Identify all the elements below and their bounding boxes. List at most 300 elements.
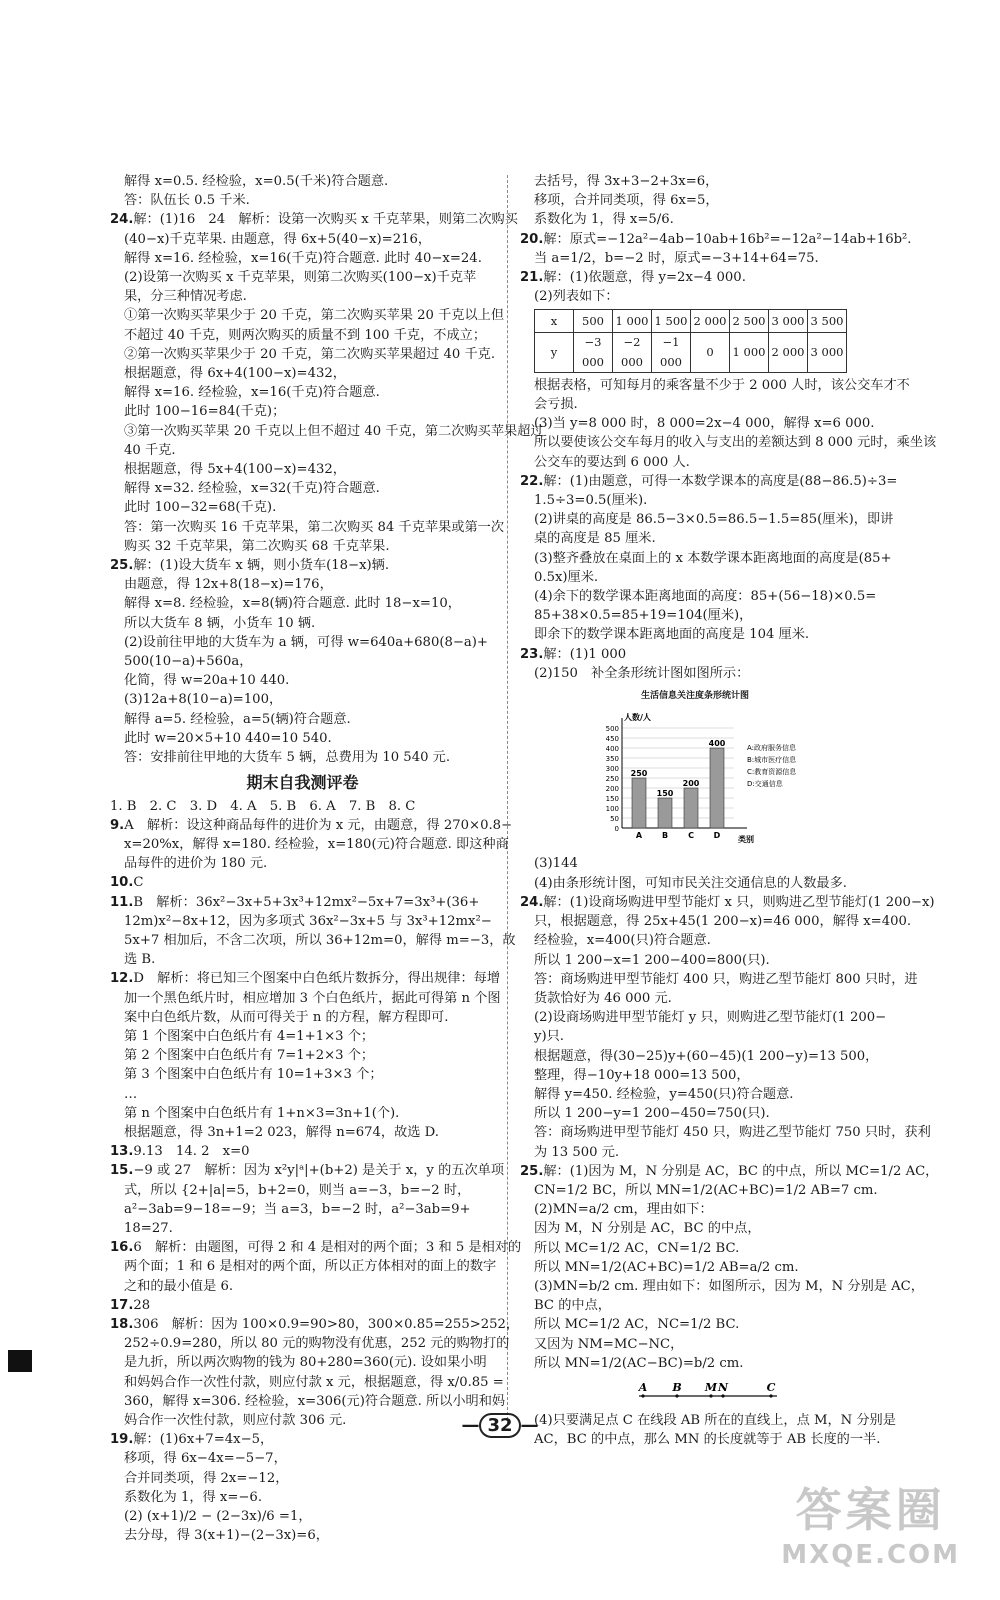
line-text: 只，根据题意，得 25x+45(1 200−x)=46 000，解得 x=400.	[534, 914, 912, 930]
text-line	[520, 1315, 915, 1334]
line-text: 85+38×0.5=85+19=104(厘米)，	[534, 608, 753, 624]
watermark-title: 答案圈	[795, 1483, 946, 1537]
line-text: (2)150 补全条形统计图如图所示：	[534, 665, 750, 681]
text-line	[520, 1181, 915, 1200]
text-line	[520, 1296, 915, 1315]
text-line	[520, 433, 937, 452]
right-block-1	[520, 172, 915, 306]
right-block-2	[520, 376, 937, 683]
table-cell: 2 000	[691, 310, 730, 333]
text-line	[520, 1277, 924, 1296]
line-text: (4)由条形统计图，可知市民关注交通信息的人数最多.	[534, 875, 847, 891]
text-line	[110, 1449, 495, 1468]
text-line	[110, 1315, 520, 1334]
y-tick-label: 150	[605, 795, 619, 804]
line-text: (2)设前往甲地的大货车为 a 辆，可得 w=640a+680(8−a)+	[124, 634, 488, 650]
text-line	[110, 1046, 495, 1065]
line-text: BC 的中点，	[534, 1298, 611, 1314]
text-line	[110, 797, 495, 816]
line-text: 根据题意，得 3n+1=2 023，解得 n=674，故选 D.	[124, 1124, 439, 1140]
line-text: B 解析：36x²−3x+5+3x³+12mx²−5x+7=3x³+(36+	[133, 894, 480, 910]
page-number: — 32 —	[461, 1415, 539, 1436]
line-text: 由题意，得 12x+8(18−x)=176，	[124, 577, 333, 593]
text-line	[110, 854, 495, 873]
chart-bar	[632, 778, 646, 828]
table-cell: −1 000	[652, 333, 691, 372]
line-text: 此时 100−32=68(千克).	[124, 500, 277, 516]
text-line	[110, 873, 495, 892]
line-text: 0.5x)厘米.	[534, 569, 599, 585]
line-text: 式，所以 {2+|a|=5，b+2=0，则当 a=−3，b=−2 时，	[124, 1182, 471, 1198]
text-line	[110, 441, 495, 460]
line-text: 所以 MC=1/2 AC，CN=1/2 BC.	[534, 1240, 740, 1256]
text-line	[110, 1526, 495, 1545]
table-cell: 3 500	[808, 310, 847, 333]
line-text: 所以 MC=1/2 AC，NC=1/2 BC.	[534, 1317, 740, 1333]
question-number: 21.	[520, 270, 544, 286]
text-line	[520, 230, 915, 249]
line-text: 360，解得 x=306. 经检验，x=306(元)符合题意. 所以小明和妈	[124, 1393, 506, 1409]
text-line	[110, 1008, 495, 1027]
line-text: 解得 x=16. 经检验，x=16(千克)符合题意. 此时 40−x=24.	[124, 250, 482, 266]
text-line	[110, 748, 495, 767]
segment-point-label: C	[766, 1380, 776, 1394]
line-text: 品每件的进价为 180 元.	[124, 856, 268, 872]
line-text: 答：队伍长 0.5 千米.	[124, 193, 250, 209]
line-text: (2) (x+1)/2 − (2−3x)/6 =1，	[124, 1509, 312, 1525]
line-text: 系数化为 1，得 x=5/6.	[534, 212, 674, 228]
text-line	[520, 1143, 915, 1162]
line-text: D 解析：将已知三个图案中白色纸片数拆分，得出规律：每增	[133, 971, 501, 987]
table-cell: 2 500	[730, 310, 769, 333]
y-tick-label: 50	[610, 815, 619, 824]
line-text: 公交车的要达到 6 000 人.	[534, 454, 690, 470]
line-text: (2)讲桌的高度是 86.5−3×0.5=86.5−1.5=85(厘米)，即讲	[534, 512, 894, 528]
line-text: ①第一次购买苹果少于 20 千克，第二次购买苹果 20 千克以上但	[124, 308, 505, 324]
line-text: 解：(1)依题意，得 y=2x−4 000.	[543, 270, 746, 286]
text-line	[110, 518, 505, 537]
line-text: 解得 x=16. 经检验，x=16(千克)符合题意.	[124, 385, 380, 401]
line-text: 第 n 个图案中白色纸片有 1+n×3=3n+1(个).	[124, 1105, 400, 1121]
legend-entry: B:城市医疗信息	[747, 756, 797, 765]
line-text: 所以 MN=1/2(AC+BC)=1/2 AB=a/2 cm.	[534, 1259, 799, 1275]
line-text: 移项，合并同类项，得 6x=5，	[534, 193, 719, 209]
text-line	[110, 345, 495, 364]
text-line	[520, 249, 915, 268]
text-line	[110, 537, 495, 556]
y-tick-label: 350	[605, 755, 619, 764]
line-text: 解：(1)6x+7=4x−5，	[133, 1432, 274, 1448]
text-line	[520, 1104, 915, 1123]
line-text: x=20%x，解得 x=180. 经检验，x=180(元)符合题意. 即这种商	[124, 836, 509, 852]
text-line	[520, 191, 915, 210]
text-line	[520, 1027, 915, 1046]
text-line	[110, 364, 495, 383]
bar-value-label: 150	[656, 789, 674, 799]
x-axis-label: 类别	[738, 835, 754, 845]
text-line	[520, 1047, 915, 1066]
line-text: a²−3ab=9−18=−9；当 a=3，b=−2 时，a²−3ab=9+	[124, 1201, 471, 1217]
text-line	[110, 1507, 495, 1526]
text-line	[110, 191, 495, 210]
text-line	[110, 1277, 495, 1296]
y-tick-label: 250	[605, 775, 619, 784]
line-text: 整理，得−10y+18 000=13 500，	[534, 1067, 750, 1083]
line-text: 答：商场购进甲型节能灯 400 只，购进乙型节能灯 800 只时，进	[534, 971, 918, 987]
text-line	[520, 1335, 915, 1354]
chart-bar	[684, 788, 698, 828]
line-text: 是九折，所以两次购物的钱为 80+280=360(元). 设如果小明	[124, 1355, 487, 1371]
line-text: 之和的最小值是 6.	[124, 1278, 234, 1294]
line-text: 所以 1 200−x=1 200−400=800(只).	[534, 952, 770, 968]
line-text: 化简，得 w=20a+10 440.	[124, 673, 290, 689]
text-line	[110, 1027, 495, 1046]
line-text: 果，分三种情况考虑.	[124, 289, 247, 305]
table-cell: 3 000	[769, 310, 808, 333]
line-text: 和妈妈合作一次性付款，则应付款 x 元，根据题意，得 x/0.85 =	[124, 1374, 504, 1390]
line-text: C	[133, 875, 144, 891]
text-line	[110, 1296, 495, 1315]
text-line	[110, 1181, 495, 1200]
text-line	[110, 1353, 495, 1372]
column-divider	[507, 175, 508, 1425]
line-text: 40 千克.	[124, 442, 176, 458]
question-number: 17.	[110, 1297, 134, 1313]
text-line	[110, 172, 495, 191]
line-text: 因为 M，N 分别是 AC，BC 的中点，	[534, 1221, 761, 1237]
text-line	[520, 970, 918, 989]
question-number: 23.	[520, 646, 544, 662]
text-line	[110, 306, 505, 325]
line-text: 252÷0.9=280，所以 80 元的购物没有优惠，252 元的购物打的	[124, 1336, 510, 1352]
x-tick-label: A	[635, 831, 643, 841]
question-number: 15.	[110, 1163, 134, 1179]
text-line	[110, 1219, 495, 1238]
table-cell: 2 000	[769, 333, 808, 372]
line-text: 答：商场购进甲型节能灯 450 只，购进乙型节能灯 750 只时，获利	[534, 1125, 931, 1141]
line-text: −9 或 27 解析：因为 x²y|ᵃ|+(b+2) 是关于 x，y 的五次单项	[133, 1163, 505, 1179]
line-text: 18=27.	[124, 1220, 173, 1236]
line-text: (3)144	[534, 856, 578, 872]
text-line	[110, 950, 495, 969]
table-cell: 1 500	[652, 310, 691, 333]
data-table	[534, 309, 847, 372]
text-line	[520, 664, 915, 683]
line-text: …	[124, 1086, 138, 1102]
segment-point	[675, 1394, 678, 1397]
text-line	[110, 1161, 505, 1180]
legend-entry: A:政府服务信息	[747, 744, 797, 753]
text-line	[520, 510, 915, 529]
line-text: y)只.	[534, 1029, 564, 1045]
line-text: 解：(1)设大货车 x 辆，则小货车(18−x)辆.	[133, 558, 390, 574]
y-tick-label: 0	[614, 825, 619, 834]
text-line	[520, 1162, 939, 1181]
line-text: 9.13 14. 2 x=0	[133, 1144, 250, 1160]
line-text: 合并同类项，得 2x=−12，	[124, 1470, 289, 1486]
question-number: 24.	[110, 212, 134, 228]
line-text: 答：第一次购买 16 千克苹果，第二次购买 84 千克苹果或第一次	[124, 519, 505, 535]
line-text: 移项，得 6x−4x=−5−7，	[124, 1451, 287, 1467]
text-line	[520, 172, 915, 191]
text-line	[110, 816, 513, 835]
text-line	[110, 1257, 495, 1276]
text-line	[520, 1085, 915, 1104]
line-text: CN=1/2 BC，所以 MN=1/2(AC+BC)=1/2 AB=7 cm.	[534, 1182, 878, 1198]
line-text: 所以 1 200−y=1 200−450=750(只).	[534, 1106, 770, 1122]
line-text: ③第一次购买苹果 20 千克以上但不超过 40 千克，第二次购买苹果超过	[124, 423, 544, 439]
line-text: 第 3 个图案中白色纸片有 10=1+3×3 个；	[124, 1067, 383, 1083]
question-number: 25.	[110, 558, 134, 574]
text-line	[110, 1142, 495, 1161]
bar-chart	[590, 687, 890, 852]
table-row	[535, 310, 847, 333]
line-text: 根据题意，得 5x+4(100−x)=432，	[124, 462, 346, 478]
line-text: 解得 y=450. 经检验，y=450(只)符合题意.	[534, 1086, 794, 1102]
text-line	[520, 1066, 915, 1085]
line-text: (2)设商场购进甲型节能灯 y 只，则购进乙型节能灯(1 200−	[534, 1010, 887, 1026]
text-line	[110, 594, 495, 613]
text-line	[520, 549, 915, 568]
text-line	[520, 874, 915, 893]
text-line	[520, 1219, 915, 1238]
line-text: (4)余下的数学课本距离地面的高度：85+(56−18)×0.5=	[534, 589, 877, 605]
text-line	[520, 625, 915, 644]
text-line	[110, 422, 544, 441]
line-text: 1. B 2. C 3. D 4. A 5. B 6. A 7. B 8. C	[110, 798, 416, 814]
corner-marker	[8, 1350, 32, 1372]
legend-entry: D:交通信息	[747, 780, 783, 789]
question-number: 16.	[110, 1240, 134, 1256]
text-line	[110, 729, 495, 748]
text-line	[520, 287, 915, 306]
question-number: 24.	[520, 894, 544, 910]
line-text: 两个面；1 和 6 是相对的两个面，所以正方体相对的面上的数字	[124, 1259, 497, 1275]
question-number: 25.	[520, 1163, 544, 1179]
text-line	[520, 1123, 931, 1142]
line-text: 28	[133, 1297, 151, 1313]
text-line	[520, 951, 915, 970]
table-cell: 3 000	[808, 333, 847, 372]
bar-value-label: 250	[630, 769, 648, 779]
chart-bar	[710, 748, 724, 828]
text-line	[110, 989, 501, 1008]
segment-point	[641, 1394, 644, 1397]
text-line	[110, 210, 518, 229]
y-tick-label: 100	[605, 805, 619, 814]
text-line	[110, 575, 495, 594]
text-line	[520, 268, 915, 287]
question-number: 18.	[110, 1316, 134, 1332]
line-text: 即余下的数学课本距离地面的高度是 104 厘米.	[534, 627, 810, 643]
text-line	[110, 402, 495, 421]
text-line	[520, 645, 915, 664]
text-line	[520, 931, 915, 950]
line-text: 解：(1)由题意，可得一本数学课本的高度是(88−86.5)÷3=	[543, 473, 898, 489]
text-line	[110, 326, 495, 345]
question-number: 11.	[110, 894, 134, 910]
text-line	[110, 1065, 495, 1084]
line-text: 解：(1)设商场购进甲型节能灯 x 只，则购进乙型节能灯(1 200−x)	[543, 894, 935, 910]
text-line	[110, 690, 495, 709]
text-line	[110, 633, 495, 652]
question-number: 10.	[110, 875, 134, 891]
line-text: 解：(1)1 000	[543, 646, 627, 662]
text-line	[520, 414, 915, 433]
text-line	[110, 893, 495, 912]
text-line	[520, 989, 915, 1008]
table-cell: 1 000	[730, 333, 769, 372]
line-text: 12m)x²−8x+12，因为多项式 36x²−3x+5 与 3x³+12mx²−	[124, 913, 492, 929]
text-line	[110, 1373, 504, 1392]
chart-title: 生活信息关注度条形统计图	[640, 691, 749, 702]
chart-bar	[658, 798, 672, 828]
left-column	[110, 172, 544, 1545]
line-text: (2)设第一次购买 x 千克苹果，则第二次购买(100−x)千克苹	[124, 270, 477, 286]
line-text: (40−x)千克苹果. 由题意，得 6x+5(40−x)=216，	[124, 231, 432, 247]
question-number: 20.	[520, 231, 544, 247]
line-text: 加一个黑色纸片时，相应增加 3 个白色纸片，据此可得第 n 个图	[124, 990, 501, 1006]
line-text: 306 解析：因为 100×0.9=90>80，300×0.85=255>252，	[133, 1316, 520, 1332]
line-text: 货款恰好为 46 000 元.	[534, 990, 672, 1006]
line-text: 解：(1)因为 M，N 分别是 AC，BC 的中点，所以 MC=1/2 AC，	[543, 1163, 939, 1179]
table-cell: 1 000	[613, 310, 652, 333]
text-line	[110, 1392, 506, 1411]
line-text: 500(10−a)+560a，	[124, 654, 253, 670]
table-row	[535, 333, 847, 372]
text-line	[110, 1085, 495, 1104]
text-line	[520, 376, 915, 395]
x-tick-label: B	[661, 831, 669, 841]
text-line	[110, 479, 495, 498]
line-text: 解：原式=−12a²−4ab−10ab+16b²=−12a²−14ab+16b².	[543, 231, 912, 247]
text-line	[110, 268, 495, 287]
text-line	[520, 395, 915, 414]
text-line	[110, 1200, 495, 1219]
text-line	[520, 210, 915, 229]
line-text: (3)整齐叠放在桌面上的 x 本数学课本距离地面的高度是(85+	[534, 550, 892, 566]
line-text: 第 1 个图案中白色纸片有 4=1+1×3 个；	[124, 1028, 375, 1044]
segment-point-label: M	[704, 1380, 718, 1394]
y-tick-label: 500	[605, 725, 619, 734]
text-line	[520, 491, 915, 510]
y-tick-label: 450	[605, 735, 619, 744]
line-text: 当 a=1/2，b=−2 时，原式=−3+14+64=75.	[534, 250, 819, 266]
text-line	[520, 1239, 915, 1258]
bar-value-label: 200	[682, 779, 700, 789]
line-text: 6 解析：由题图，可得 2 和 4 是相对的两个面；3 和 5 是相对的	[133, 1240, 522, 1256]
text-line	[110, 249, 495, 268]
segment-point	[721, 1394, 724, 1397]
text-line	[520, 472, 915, 491]
line-text: (3)MN=b/2 cm. 理由如下：如图所示，因为 M，N 分别是 AC，	[534, 1278, 924, 1294]
line-text: (3)当 y=8 000 时，8 000=2x−4 000，解得 x=6 000.	[534, 416, 875, 432]
y-tick-label: 300	[605, 765, 619, 774]
line-text: 不超过 40 千克，则两次购买的质量不到 100 千克，不成立；	[124, 327, 487, 343]
legend-entry: C:教育资源信息	[747, 768, 797, 777]
question-number: 13.	[110, 1144, 134, 1160]
table-cell: 500	[574, 310, 613, 333]
line-text: ②第一次购买苹果少于 20 千克，第二次购买苹果超过 40 千克.	[124, 346, 496, 362]
text-line	[110, 1469, 495, 1488]
y-tick-label: 200	[605, 785, 619, 794]
table-cell: −3 000	[574, 333, 613, 372]
line-text: 桌的高度是 85 厘米.	[534, 531, 656, 547]
text-line	[520, 1200, 915, 1219]
question-number: 19.	[110, 1432, 134, 1448]
line-text: A 解析：设这种商品每件的进价为 x 元，由题意，得 270×0.8−	[124, 817, 513, 833]
line-text: 所以 MN=1/2(AC−BC)=b/2 cm.	[534, 1355, 744, 1371]
bar-chart-svg	[590, 706, 890, 846]
right-block-3	[520, 854, 939, 1372]
text-line	[110, 931, 516, 950]
text-line	[110, 671, 495, 690]
line-text: 案中白色纸片数，从而可得关于 n 的方程，解方程即可.	[124, 1009, 449, 1025]
line-text: 妈合作一次性付款，则应付款 306 元.	[124, 1413, 347, 1428]
table-cell: −2 000	[613, 333, 652, 372]
table-cell: x	[535, 310, 574, 333]
text-line	[520, 453, 915, 472]
line-text: 解得 a=5. 经检验，a=5(辆)符合题意.	[124, 711, 351, 727]
x-tick-label: C	[688, 831, 694, 841]
text-line	[110, 230, 495, 249]
line-text: 答：安排前往甲地的大货车 5 辆，总费用为 10 540 元.	[124, 750, 451, 766]
text-line	[520, 1258, 915, 1277]
line-text: 此时 100−16=84(千克)；	[124, 404, 286, 420]
line-text: 为 13 500 元.	[534, 1144, 620, 1160]
y-tick-label: 400	[605, 745, 619, 754]
x-tick-label: D	[713, 831, 721, 841]
watermark-url: MXQE.COM	[781, 1540, 960, 1570]
line-text: 1.5÷3=0.5(厘米).	[534, 493, 648, 509]
line-text: 第 2 个图案中白色纸片有 7=1+2×3 个；	[124, 1048, 375, 1064]
line-text: 根据题意，得(30−25)y+(60−45)(1 200−y)=13 500，	[534, 1048, 879, 1064]
segment-point-label: N	[717, 1380, 729, 1394]
line-text: 去括号，得 3x+3−2+3x=6，	[534, 174, 719, 189]
line-text: 所以要使该公交车每月的收入与支出的差额达到 8 000 元时，乘坐该	[534, 435, 937, 451]
text-line	[520, 568, 915, 587]
question-number: 9.	[110, 817, 125, 833]
line-text: 根据题意，得 6x+4(100−x)=432，	[124, 366, 346, 382]
text-line	[520, 529, 915, 548]
segment-point-label: A	[638, 1380, 648, 1394]
line-text: 5x+7 相加后，不含二次项，所以 36+12m=0，解得 m=−3，故	[124, 932, 516, 948]
line-text: 此时 w=20×5+10 440=10 540.	[124, 730, 332, 746]
line-text: 又因为 NM=MC−NC，	[534, 1336, 684, 1352]
text-line	[520, 893, 935, 912]
question-number: 22.	[520, 473, 544, 489]
line-text: (3)12a+8(10−a)=100，	[124, 692, 283, 708]
line-text: AC，BC 的中点，那么 MN 的长度就等于 AB 长度的一半.	[534, 1432, 881, 1448]
text-line	[110, 710, 495, 729]
segment-point-label: B	[672, 1380, 682, 1394]
line-text: 会亏损.	[534, 397, 578, 413]
text-line	[520, 606, 915, 625]
watermark	[781, 1474, 960, 1570]
line-text: 选 B.	[124, 952, 156, 968]
bar-value-label: 400	[708, 739, 726, 749]
line-text: (4)只要满足点 C 在线段 AB 所在的直线上，点 M，N 分别是	[534, 1413, 896, 1429]
line-text: 解得 x=0.5. 经检验，x=0.5(千米)符合题意.	[124, 174, 389, 189]
line-text: 解得 x=32. 经检验，x=32(千克)符合题意.	[124, 481, 380, 497]
text-line	[110, 287, 495, 306]
line-text: 购买 32 千克苹果，第二次购买 68 千克苹果.	[124, 538, 390, 554]
text-line	[110, 460, 495, 479]
line-text: 解：(1)16 24 解析：设第一次购买 x 千克苹果，则第二次购买	[133, 212, 518, 228]
text-line	[110, 1123, 495, 1142]
line-text: 根据表格，可知每月的乘客量不少于 2 000 人时，该公交车才不	[534, 377, 910, 393]
question-number: 12.	[110, 971, 134, 987]
